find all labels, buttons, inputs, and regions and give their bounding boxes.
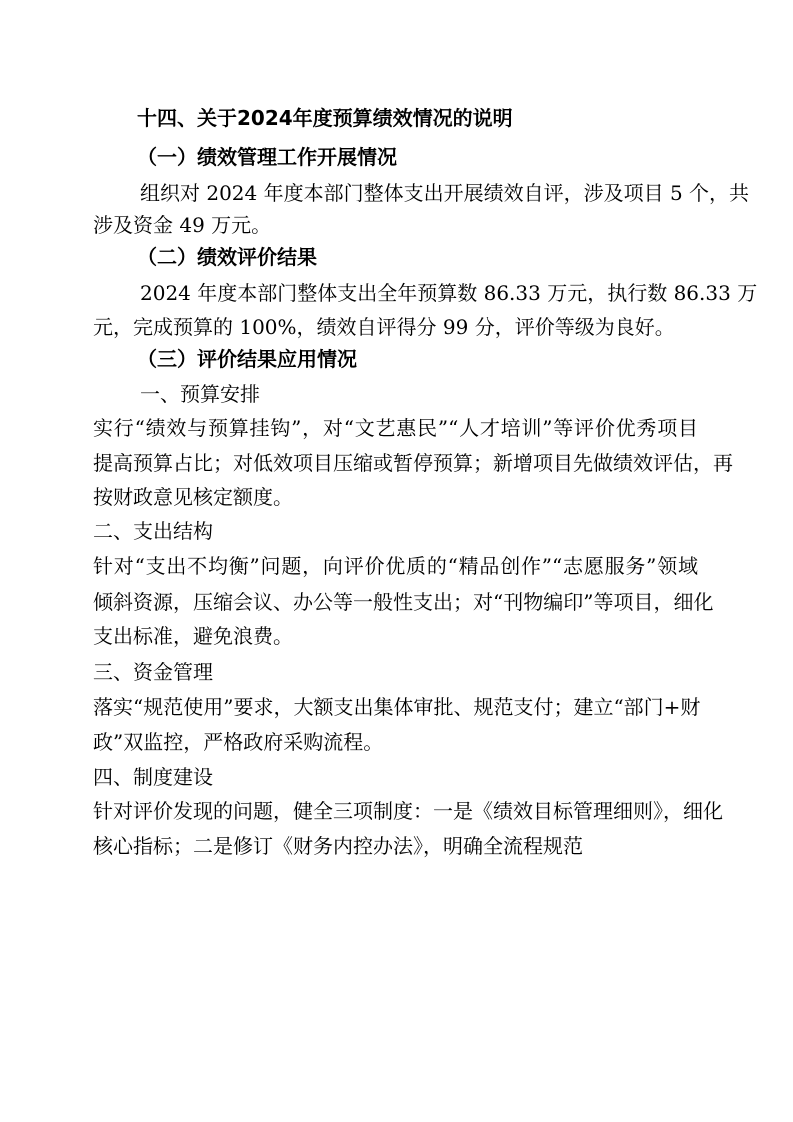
paragraph-line: 针对评价发现的问题，健全三项制度：一是《绩效目标管理细则》，细化	[93, 799, 723, 823]
paragraph-line: 按财政意见核定额度。	[93, 485, 293, 509]
paragraph-line: 落实“规范使用”要求，大额支出集体审批、规范支付；建立“部门+财	[93, 695, 701, 719]
item-heading-budget: 一、预算安排	[140, 382, 260, 406]
paragraph-line: 元，完成预算的 100%，绩效自评得分 99 分，评价等级为良好。	[93, 315, 675, 339]
paragraph-line: 支出标准，避免浪费。	[93, 624, 293, 648]
paragraph-line: 提高预算占比；对低效项目压缩或暂停预算；新增项目先做绩效评估，再	[93, 451, 733, 475]
subsection-heading-1: （一）绩效管理工作开展情况	[137, 145, 397, 169]
subsection-heading-3: （三）评价结果应用情况	[137, 347, 357, 371]
item-heading-funds: 三、资金管理	[93, 660, 213, 684]
section-title: 十四、关于2024年度预算绩效情况的说明	[137, 106, 513, 130]
paragraph-line: 2024 年度本部门整体支出全年预算数 86.33 万元，执行数 86.33 万	[140, 281, 758, 305]
paragraph-line: 实行“绩效与预算挂钩”，对“文艺惠民”“人才培训”等评价优秀项目	[93, 416, 698, 440]
subsection-heading-2: （二）绩效评价结果	[137, 245, 317, 269]
paragraph-line: 针对“支出不均衡”问题，向评价优质的“精品创作”“志愿服务”领域	[93, 554, 698, 578]
paragraph-line: 涉及资金 49 万元。	[93, 213, 272, 237]
paragraph-line: 倾斜资源，压缩会议、办公等一般性支出；对“刊物编印”等项目，细化	[93, 590, 714, 614]
paragraph-line: 政”双监控，严格政府采购流程。	[93, 730, 384, 754]
paragraph-line: 核心指标；二是修订《财务内控办法》，明确全流程规范	[93, 834, 583, 858]
paragraph-line: 组织对 2024 年度本部门整体支出开展绩效自评，涉及项目 5 个，共	[140, 181, 750, 205]
item-heading-system: 四、制度建设	[93, 765, 213, 789]
item-heading-structure: 二、支出结构	[93, 519, 213, 543]
